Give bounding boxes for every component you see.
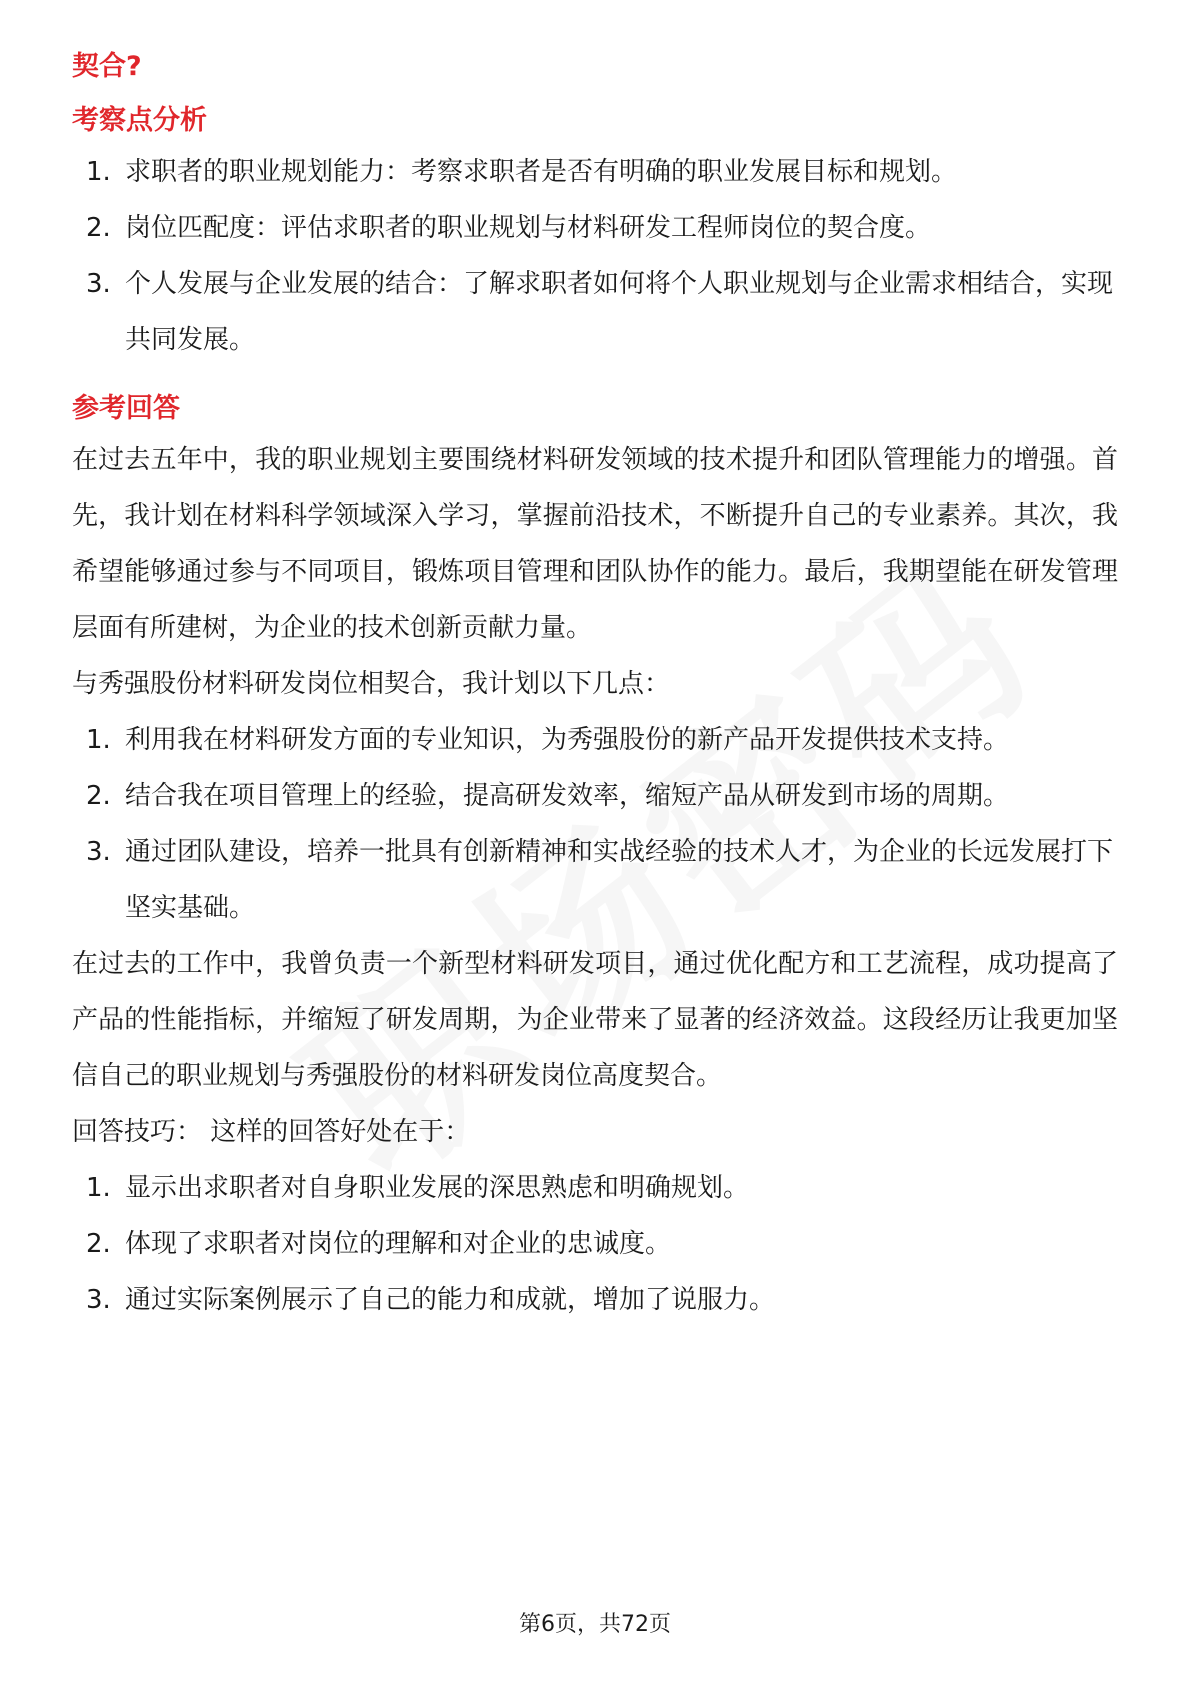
list-item: [72, 712, 1118, 768]
list-item-text: 结合我在项目管理上的经验，提高研发效率，缩短产品从研发到市场的周期。: [125, 781, 1010, 811]
answer-paragraph-3: 在过去的工作中，我曾负责一个新型材料研发项目，通过优化配方和工艺流程，成功提高了产品的性能指标，并缩短了研发周期，为企业带来了显著的经济效益。这段经历让我更加坚信自己的职业规划与秀强股份的材料研发岗位高度契合。: [72, 949, 1118, 1091]
list-item-number: 3.: [86, 269, 111, 299]
analysis-heading: 考察点分析: [72, 105, 207, 136]
list-item-number: 3.: [86, 837, 111, 867]
page-number-footer: 第6页，共72页: [519, 1612, 671, 1637]
plan-list: [72, 712, 1118, 936]
list-item: [72, 1160, 1118, 1216]
list-item-text: 通过实际案例展示了自己的能力和成就，增加了说服力。: [125, 1285, 776, 1315]
continued-heading: 契合?: [72, 51, 142, 82]
page-content: [72, 44, 1118, 1328]
list-item-text: 岗位匹配度：评估求职者的职业规划与材料研发工程师岗位的契合度。: [125, 213, 932, 243]
answer-heading: 参考回答: [72, 393, 180, 424]
list-item-number: 3.: [86, 1285, 111, 1315]
answer-paragraph-2: 与秀强股份材料研发岗位相契合，我计划以下几点：: [72, 669, 671, 699]
analysis-list: [72, 144, 1118, 368]
list-item-number: 2.: [86, 781, 111, 811]
list-item-number: 1.: [86, 725, 111, 755]
list-item-text: 通过团队建设，培养一批具有创新精神和实战经验的技术人才，为企业的长远发展打下坚实基础。: [125, 837, 1114, 923]
list-item-text: 个人发展与企业发展的结合：了解求职者如何将个人职业规划与企业需求相结合，实现共同发展。: [125, 269, 1114, 355]
tips-list: [72, 1160, 1118, 1328]
list-item-text: 体现了求职者对岗位的理解和对企业的忠诚度。: [125, 1229, 672, 1259]
list-item: [72, 1216, 1118, 1272]
list-item-number: 1.: [86, 1173, 111, 1203]
answer-paragraph-1: 在过去五年中，我的职业规划主要围绕材料研发领域的技术提升和团队管理能力的增强。首先，我计划在材料科学领域深入学习，掌握前沿技术，不断提升自己的专业素养。其次，我希望能够通过参与不同项目，锻炼项目管理和团队协作的能力。最后，我期望能在研发管理层面有所建树，为企业的技术创新贡献力量。: [72, 445, 1118, 643]
list-item-number: 2.: [86, 1229, 111, 1259]
list-item: [72, 824, 1118, 936]
list-item: [72, 144, 1118, 200]
list-item: [72, 1272, 1118, 1328]
list-item: [72, 200, 1118, 256]
list-item-text: 利用我在材料研发方面的专业知识，为秀强股份的新产品开发提供技术支持。: [125, 725, 1010, 755]
list-item-text: 显示出求职者对自身职业发展的深思熟虑和明确规划。: [125, 1173, 750, 1203]
list-item-number: 1.: [86, 157, 111, 187]
list-item: [72, 256, 1118, 368]
answer-tips-intro: 回答技巧： 这样的回答好处在于：: [72, 1117, 471, 1147]
list-item-number: 2.: [86, 213, 111, 243]
list-item-text: 求职者的职业规划能力：考察求职者是否有明确的职业发展目标和规划。: [125, 157, 958, 187]
list-item: [72, 768, 1118, 824]
